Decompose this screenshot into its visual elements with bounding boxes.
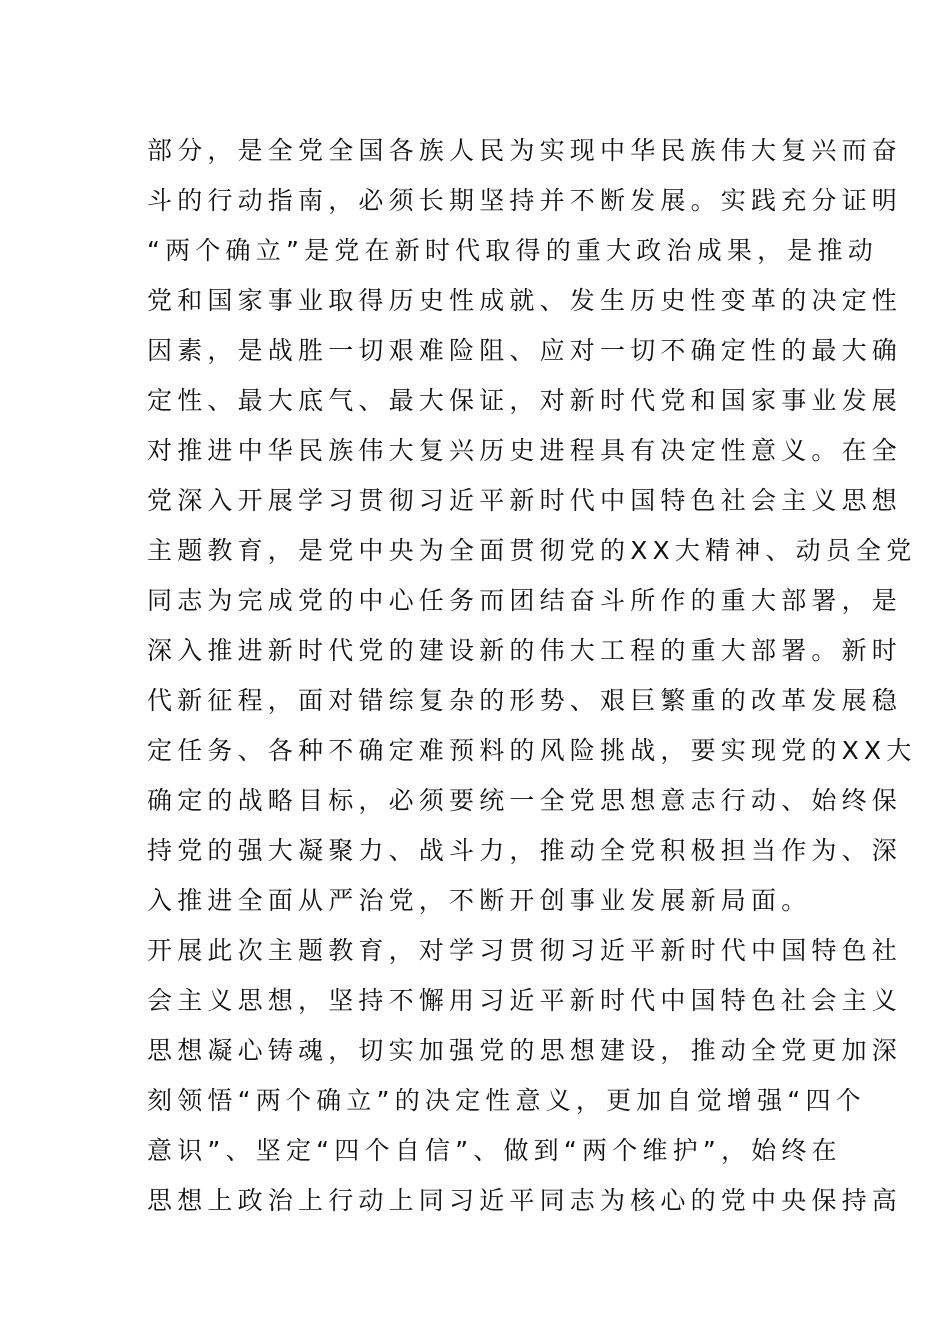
text-line: 入推进全面从严治党，不断开创事业发展新局面。 [147,886,812,915]
text-line: 开展此次主题教育，对学习贯彻习近平新时代中国特色社 [147,936,903,965]
text-line: 思想上政治上行动上同习近平同志为核心的党中央保持高 [147,1186,903,1215]
text-line: 持党的强大凝聚力、战斗力，推动全党积极担当作为、深 [147,836,903,865]
text-line: “两个确立”是党在新时代取得的重大政治成果，是推动 [147,236,878,265]
text-line: 党和国家事业取得历史性成就、发生历史性变革的决定性 [147,286,903,315]
text-line: 党深入开展学习贯彻习近平新时代中国特色社会主义思想 [147,486,903,515]
text-line: 定任务、各种不确定难预料的风险挑战，要实现党的XX大 [147,736,917,765]
text-line: 刻领悟“两个确立”的决定性意义，更加自觉增强“四个 [147,1086,866,1115]
text-line: 确定的战略目标，必须要统一全党思想意志行动、始终保 [147,786,903,815]
text-line: 因素，是战胜一切艰难险阻、应对一切不确定性的最大确 [147,336,903,365]
text-line: 斗的行动指南，必须长期坚持并不断发展。实践充分证明 [147,186,903,215]
body-text [147,126,917,1226]
text-line: 定性、最大底气、最大保证，对新时代党和国家事业发展 [147,386,903,415]
text-line: 部分，是全党全国各族人民为实现中华民族伟大复兴而奋 [147,136,903,165]
text-line: 同志为完成党的中心任务而团结奋斗所作的重大部署，是 [147,586,903,615]
text-line: 深入推进新时代党的建设新的伟大工程的重大部署。新时 [147,636,903,665]
text-line: 主题教育，是党中央为全面贯彻党的XX大精神、动员全党 [147,536,917,565]
text-line: 意识”、坚定“四个自信”、做到“两个维护”，始终在 [147,1136,842,1165]
text-line: 会主义思想，坚持不懈用习近平新时代中国特色社会主义 [147,986,903,1015]
text-line: 思想凝心铸魂，切实加强党的思想建设，推动全党更加深 [147,1036,903,1065]
text-line: 对推进中华民族伟大复兴历史进程具有决定性意义。在全 [147,436,903,465]
text-line: 代新征程，面对错综复杂的形势、艰巨繁重的改革发展稳 [147,686,903,715]
